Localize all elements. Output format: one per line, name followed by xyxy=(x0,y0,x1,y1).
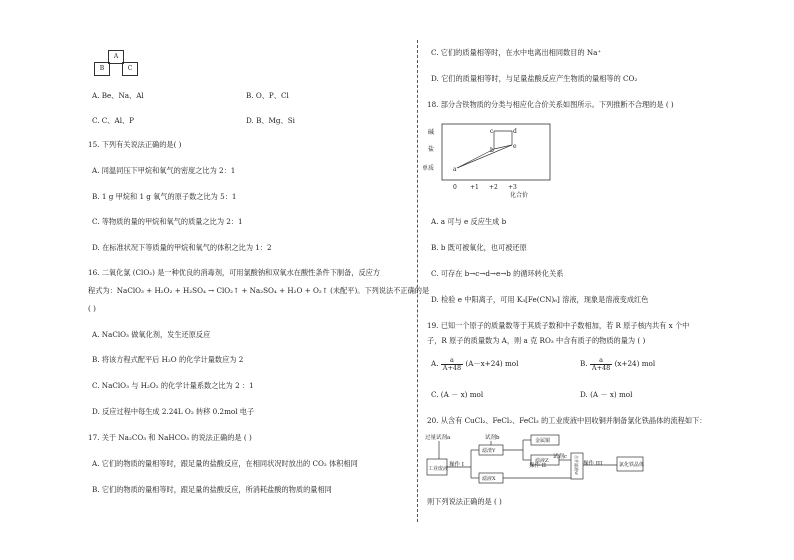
reagent-a-label: 过量试剂a xyxy=(425,435,451,441)
q17-option-c: C. 它们的质量相等时，在水中电离出相同数目的 Na⁺ xyxy=(431,48,602,57)
q20-tail: 则下列说法正确的是 ( ) xyxy=(427,497,502,506)
waste-box: 工业废液 xyxy=(428,466,449,472)
periodic-table-cell-a: A xyxy=(108,50,124,64)
filtrate-z-box: 滤液Z xyxy=(535,458,549,464)
q16-stem-line3: ( ) xyxy=(88,304,96,313)
q14-option-a: A. Be、Na、Al xyxy=(92,91,144,100)
q16-option-a: A. NaClO₃ 做氧化剂，发生还原反应 xyxy=(92,330,211,339)
y-label-base: 碱 xyxy=(428,129,435,136)
filtrate-y-box: 滤渣Y xyxy=(482,448,496,454)
q15-stem: 15. 下列有关说法正确的是( ) xyxy=(88,140,182,149)
op3-label: 操作 III xyxy=(583,461,603,467)
q15-option-d: D. 在标准状况下等质量的甲烷和氧气的体积之比为 1：2 xyxy=(92,243,272,252)
q19-option-a: A. $\frac{a}{A+48}$ (A－x+24) mol xyxy=(431,356,519,372)
point-d: d xyxy=(513,128,517,135)
process-flowchart xyxy=(425,431,665,493)
q18-option-b: B. b 既可被氧化，也可被还原 xyxy=(431,243,527,252)
q15-option-c: C. 等物质的量的甲烷和氧气的质量之比为 2：1 xyxy=(92,217,243,226)
op1-label: 操作 I xyxy=(449,462,464,468)
q19-fraction-b: $\frac{a}{A+48}$ xyxy=(591,356,611,372)
x-tick-3: +3 xyxy=(508,184,517,191)
q17-stem: 17. 关于 Na₂CO₃ 和 NaHCO₃ 的说法正确的是 ( ) xyxy=(88,433,252,442)
q19-stem-line1: 19. 已知一个原子的质量数等于其质子数和中子数相加，若 R 原子核内共有 x 个中 xyxy=(427,321,690,330)
point-b: b xyxy=(490,147,494,154)
product-box: 氯化铁晶体 xyxy=(619,462,645,468)
q17-option-b: B. 它们的物质的量相等时，跟足量的盐酸反应，所消耗盐酸的物质的量相同 xyxy=(92,485,332,494)
point-a: a xyxy=(453,166,457,173)
y-label-element: 单质 xyxy=(422,165,435,172)
q19-option-d: D. (A － x) mol xyxy=(580,390,633,399)
periodic-table-cell-c: C xyxy=(122,62,138,76)
iron-valence-chart xyxy=(420,118,560,198)
filtrate-x-box: 滤液X xyxy=(482,476,496,482)
q18-option-a: A. a 可与 e 反应生成 b xyxy=(431,217,507,226)
x-axis-title: 化合价 xyxy=(510,192,529,198)
x-tick-2: +2 xyxy=(489,184,498,191)
q16-option-b: B. 将该方程式配平后 H₂O 的化学计量数应为 2 xyxy=(92,355,244,364)
periodic-table-cell-b: B xyxy=(94,62,110,76)
reagent-c-label: 试剂c xyxy=(553,454,568,460)
q19-option-c: C. (A － x) mol xyxy=(431,390,484,399)
y-label-salt: 盐 xyxy=(428,146,435,153)
q20-stem: 20. 从含有 CuCl₂、FeCl₂、FeCl₃ 的工业废液中回收铜并制备氯化铁晶体的流程如下： xyxy=(427,416,707,425)
q16-option-c: C. NaClO₃ 与 H₂O₂ 的化学计量系数之比为 2 ：1 xyxy=(92,381,254,390)
q15-option-b: B. 1 g 甲烷和 1 g 氧气的原子数之比为 5：1 xyxy=(92,192,237,201)
q19-option-b: B. $\frac{a}{A+48}$ (x+24) mol xyxy=(580,356,656,372)
point-c: c xyxy=(490,128,494,135)
q19-fraction-a: $\frac{a}{A+48}$ xyxy=(442,356,462,372)
merge-box: 合并滤液W xyxy=(574,455,579,476)
q17-option-d: D. 它们的质量相等时，与足量盐酸反应产生物质的量相等的 CO₂ xyxy=(431,74,638,83)
metal-cu-box: 金属铜 xyxy=(535,438,551,444)
q15-option-a: A. 同温同压下甲烷和氧气的密度之比为 2：1 xyxy=(92,166,236,175)
q17-option-a: A. 它们的物质的量相等时，跟足量的盐酸反应，在相同状况时放出的 CO₂ 体积相同 xyxy=(92,459,358,468)
q16-option-d: D. 反应过程中每生成 2.24L O₂ 转移 0.2mol 电子 xyxy=(92,407,255,416)
q14-option-c: C. C、Al、P xyxy=(92,116,135,125)
column-divider xyxy=(417,40,418,522)
q18-option-c: C. 可存在 b→c→d→e→b 的循环转化关系 xyxy=(431,269,564,278)
q16-stem-line1: 16. 二氧化氯 (ClO₂) 是一种优良的消毒剂，可用氯酸钠和双氧水在酸性条件下制备，反应方 xyxy=(88,268,381,277)
q19-stem-line2: 子，R 原子的质量数为 A，则 a 克 RO₃ 中含有质子的物质的量为 ( ) xyxy=(427,336,646,345)
x-tick-0: 0 xyxy=(453,184,457,191)
x-tick-1: +1 xyxy=(470,184,479,191)
q18-stem: 18. 部分含铁物质的分类与相应化合价关系如图所示。下列推断不合理的是 ( ) xyxy=(427,100,674,109)
q14-option-b: B. O、P、Cl xyxy=(246,91,289,100)
op2-label: 操作 II xyxy=(529,463,547,469)
point-e: e xyxy=(513,143,517,150)
q16-stem-line2: 程式为：NaClO₃ + H₂O₂ + H₂SO₄ → ClO₂↑ + Na₂SO₄ + H₂O + O₂↑ (未配平)。下列说法不正确的是 xyxy=(88,286,430,295)
q18-option-d: D. 检验 e 中阳离子，可用 K₃[Fe(CN)₆] 溶液，现象是溶液变成红色 xyxy=(431,295,649,304)
reagent-b-label: 试剂b xyxy=(485,435,500,441)
q14-option-d: D. B、Mg、Si xyxy=(246,116,295,125)
